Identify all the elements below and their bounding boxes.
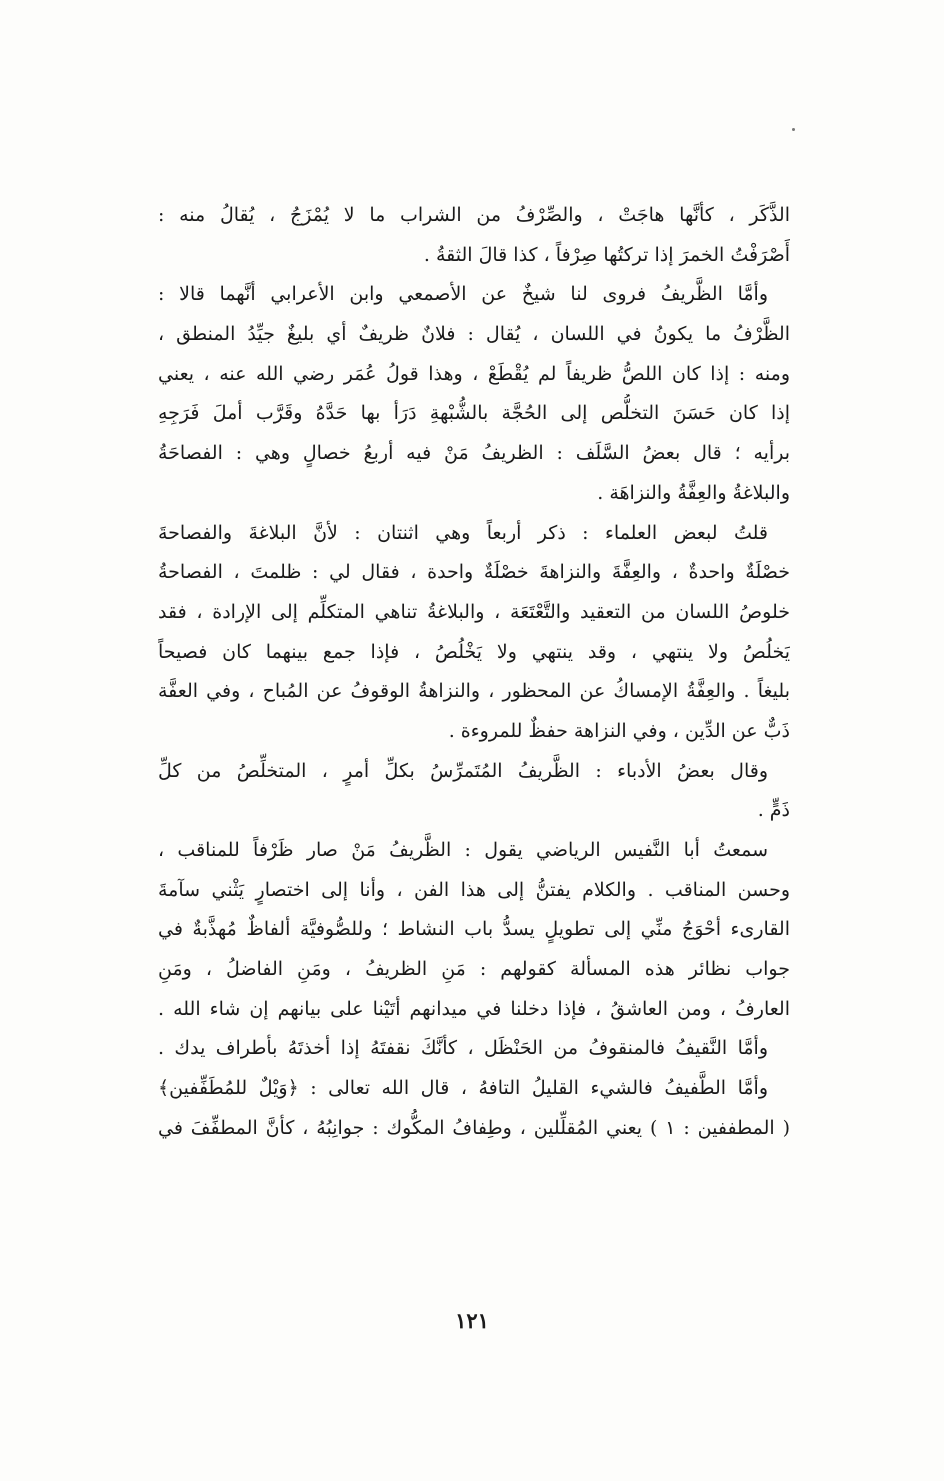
text-line: العارفُ ، ومن العاشقُ ، فإذا دخلنا في ميدانهم أتَيْنا على بيانهم إن شاء الله .: [158, 997, 790, 1020]
text-line: خصْلَةٌ واحدةٌ ، والعِفَّةَ والنزاهةَ خصْلَةٌ واحدة ، فقال لي : ظلمتَ ، الفصاحةُ: [158, 561, 790, 584]
text-line: وأمَّا الظَّريفُ فروى لنا شيخٌ عن الأصمعي وابن الأعرابي أنَّهما قالا :: [158, 283, 768, 306]
text-line: وأمَّا النَّقيفُ فالمنقوفُ من الحَنْظَل ، كأنَّكَ نقفتَهُ إذا أخذتَهُ بأطراف يدك .: [158, 1037, 768, 1060]
text-line: سمعتُ أبا النَّفيس الرياضي يقول : الظَّريفُ مَنْ صار ظَرْفاً للمناقب ،: [158, 839, 768, 861]
text-line: خلوصُ اللسان من التعقيد والتَّعْتَعَة ، والبلاغةُ تناهي المتكلِّم إلى الإرادة ، فقد: [158, 600, 790, 623]
text-line: وقال بعضُ الأدباء : الظَّريفُ المُتَمرِّسُ بكلِّ أمرٍ ، المتخلِّصُ من كلِّ: [158, 759, 768, 782]
text-line: برأيه ؛ قال بعضُ السَّلَف : الظريفُ مَنْ فيه أربعُ خصالٍ وهي : الفصاحَةُ: [158, 442, 790, 465]
text-line: جواب نظائر هذه المسألة كقولهم : مَنِ الظريفُ ، ومَنِ الفاضلُ ، ومَنِ: [158, 958, 790, 981]
text-line: ذَبٌّ عن الدِّين ، وفي النزاهة حفظٌ للمروءة .: [448, 719, 790, 742]
text-line: الذَّكَر ، كأنَّها هاجَتْ ، والصِّرْفُ من الشراب ما لا يُمْزَجُ ، يُقالُ منه :: [158, 204, 790, 226]
text-line: ( المطففين : ١ ) يعني المُقلِّلين ، وطِفافُ المكُّوك : جوانِبُهُ ، كأنَّ المطفِّفَ في: [158, 1116, 790, 1139]
text-line: إذا كان حَسَنَ التخلُّص إلى الحُجَّة بالشُّبْهةِ دَرَأ بها حَدَّهُ وقَرَّب أملَ فَرَجِهِ: [158, 402, 790, 425]
text-line: وحسن المناقب . والكلام يفتنُّ إلى هذا الفن ، وأنا إلى اختصارٍ يَثْني سآمةَ: [158, 878, 790, 901]
text-line: أَصْرَفْتُ الخمرَ إذا تركتُها صِرْفاً ، كذا قالَ الثقةُ .: [423, 243, 790, 266]
text-line: ذَمٍّ .: [757, 799, 790, 822]
page-number: ١٢١: [455, 1308, 489, 1333]
text-line: يَخلُصُ ولا ينتهي ، وقد ينتهي ولا يَخْلُصُ ، فإذا جمع بينهما كان فصيحاً: [158, 640, 790, 663]
page-body-text: [158, 196, 790, 1149]
text-line: بليغاً . والعِفَّةُ الإمساكُ عن المحظور ، والنزاهةُ الوقوفُ عن المُباح ، وفي العفَّة: [158, 680, 790, 703]
text-line: الظَّرْفُ ما يكونُ في اللسان ، يُقال : فلانٌ ظريفٌ أي بليغٌ جيِّدُ المنطق ،: [158, 323, 790, 346]
text-line: قلتُ لبعض العلماء : ذكر أربعاً وهي اثنتان : لأنَّ البلاغةَ والفصاحةَ: [158, 521, 768, 544]
text-line: ومنه : إذا كان اللصُّ ظريفاً لم يُقْطَعْ ، وهذا قولُ عُمَر رضي الله عنه ، يعني: [158, 362, 790, 385]
text-line: والبلاغةُ والعِفَّةُ والنزاهَة .: [597, 481, 790, 504]
text-line: القارىء أحْوَجُ منِّي إلى تطويلٍ يسدُّ باب النشاط ؛ وللصُّوفيَّة ألفاظٌ مُهذَّبةٌ في: [158, 918, 790, 941]
scan-speck: [792, 128, 795, 131]
text-line: وأمَّا الطَّفيفُ فالشيء القليلُ التافهُ ، قال الله تعالى : ﴿وَيْلٌ للمُطَفِّفين﴾: [158, 1077, 768, 1100]
